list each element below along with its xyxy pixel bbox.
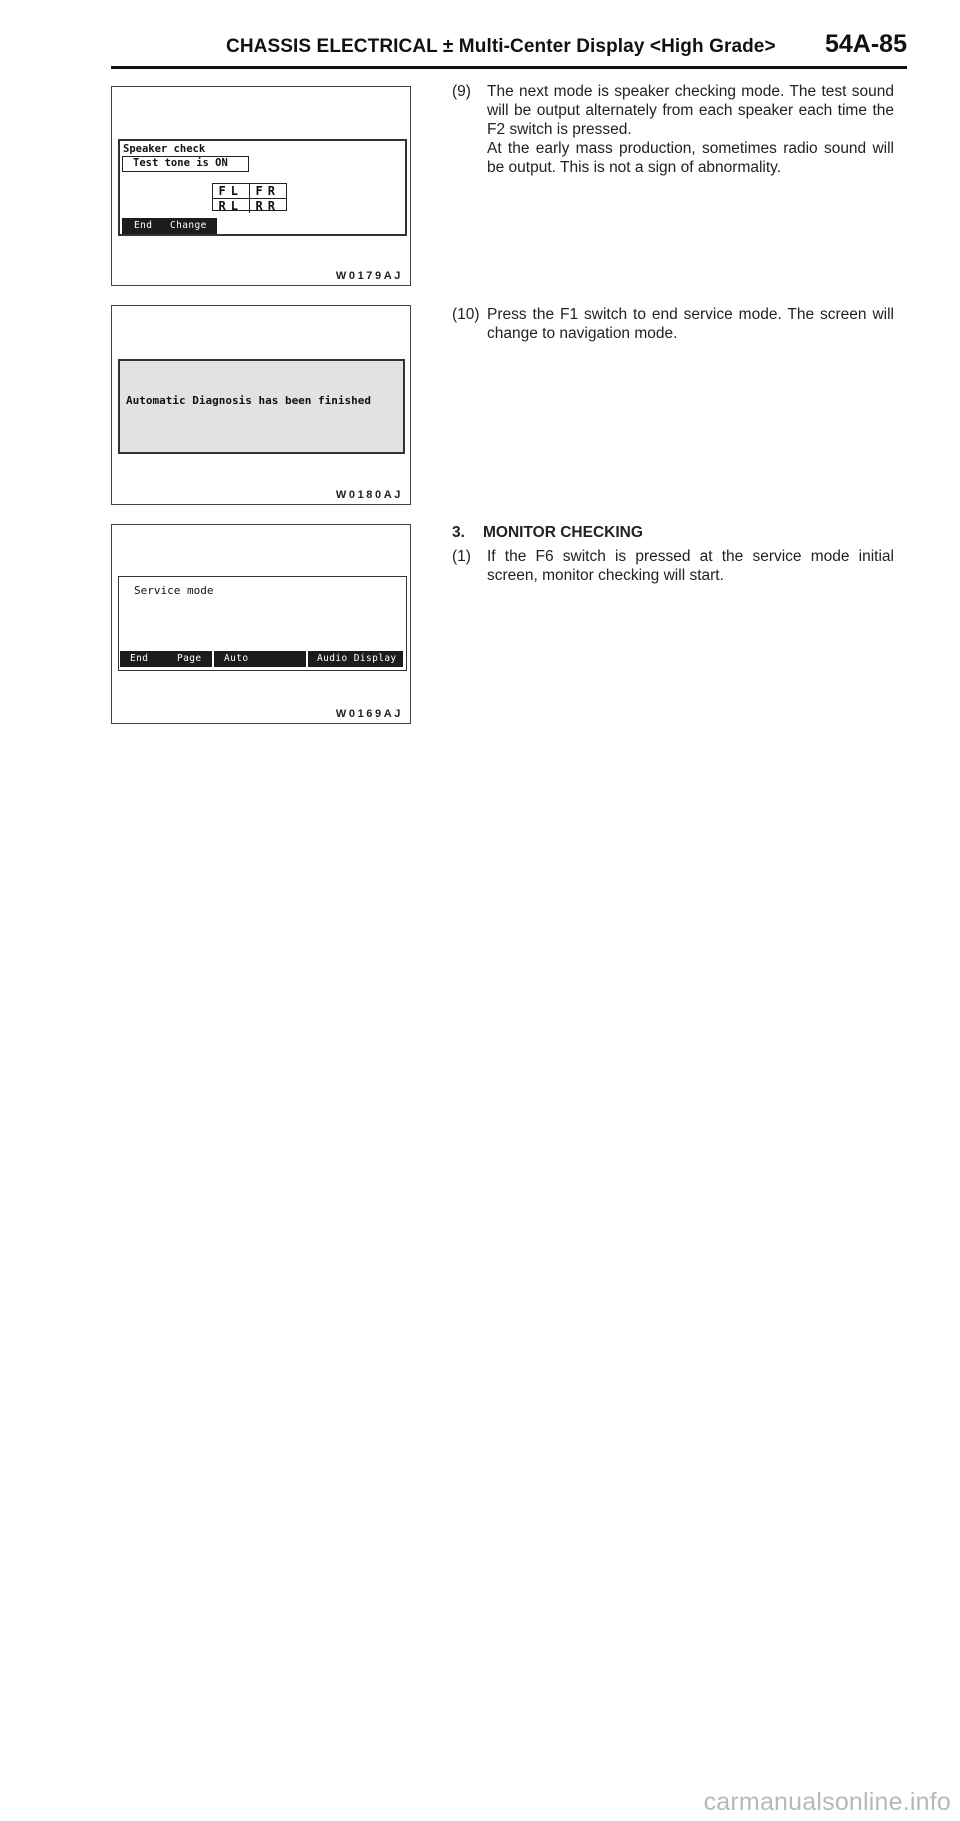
bar-divider bbox=[306, 651, 308, 667]
end-button[interactable]: End bbox=[134, 220, 153, 231]
watermark: carmanualsonline.info bbox=[703, 1788, 951, 1816]
step-9-block bbox=[452, 82, 894, 181]
speaker-grid bbox=[212, 183, 287, 211]
step-note: At the early mass production, sometimes radio sound will be output. This is not a sign of abnormality. bbox=[487, 140, 894, 176]
audio-display-button[interactable]: Audio Display bbox=[317, 653, 397, 664]
change-button[interactable]: Change bbox=[170, 220, 207, 231]
figure-diagnosis-finished bbox=[111, 305, 411, 505]
figure-code: W0169AJ bbox=[335, 708, 403, 720]
step-9 bbox=[452, 82, 894, 177]
section-number: 3. bbox=[452, 524, 465, 541]
figure-code: W0179AJ bbox=[335, 270, 403, 282]
bar-divider bbox=[212, 651, 214, 667]
speaker-rl: RL bbox=[213, 199, 250, 213]
end-button[interactable]: End bbox=[130, 653, 149, 664]
step-10 bbox=[452, 305, 894, 343]
speaker-check-screen bbox=[118, 139, 407, 236]
step-number: (9) bbox=[452, 83, 471, 100]
step-text: Press the F1 switch to end service mode. The screen will change to navigation mode. bbox=[487, 306, 894, 342]
speaker-fr: FR bbox=[250, 184, 287, 199]
step-text: The next mode is speaker checking mode. The test sound will be output alternately from each speaker each time the F2 switch is pressed. bbox=[487, 83, 894, 138]
test-tone-status-box bbox=[122, 156, 249, 172]
step-3-1 bbox=[452, 547, 894, 585]
step-text: If the F6 switch is pressed at the service mode initial screen, monitor checking will start. bbox=[487, 548, 894, 584]
figure-service-mode bbox=[111, 524, 411, 724]
diagnosis-message: Automatic Diagnosis has been finished bbox=[126, 394, 372, 407]
section-heading bbox=[452, 523, 894, 542]
step-number: (10) bbox=[452, 306, 480, 323]
service-mode-screen bbox=[118, 576, 407, 671]
diagnosis-screen bbox=[118, 359, 405, 454]
figure-speaker-check bbox=[111, 86, 411, 286]
section-title: CHASSIS ELECTRICAL ± Multi-Center Display <High Grade> bbox=[226, 36, 776, 57]
screen-title: Service mode bbox=[134, 584, 214, 597]
speaker-fl: FL bbox=[213, 184, 250, 199]
page-button[interactable]: Page bbox=[177, 653, 202, 664]
step-10-block bbox=[452, 305, 894, 347]
test-tone-status: Test tone is ON bbox=[133, 157, 228, 169]
section-3-block bbox=[452, 523, 894, 589]
figure-code: W0180AJ bbox=[335, 489, 403, 501]
page-number: 54A-85 bbox=[825, 30, 907, 58]
section-title: MONITOR CHECKING bbox=[483, 524, 643, 541]
page-header bbox=[111, 30, 907, 69]
step-number: (1) bbox=[452, 548, 471, 565]
auto-button[interactable]: Auto bbox=[224, 653, 249, 664]
screen-title: Speaker check bbox=[123, 143, 206, 155]
speaker-rr: RR bbox=[255, 199, 280, 213]
